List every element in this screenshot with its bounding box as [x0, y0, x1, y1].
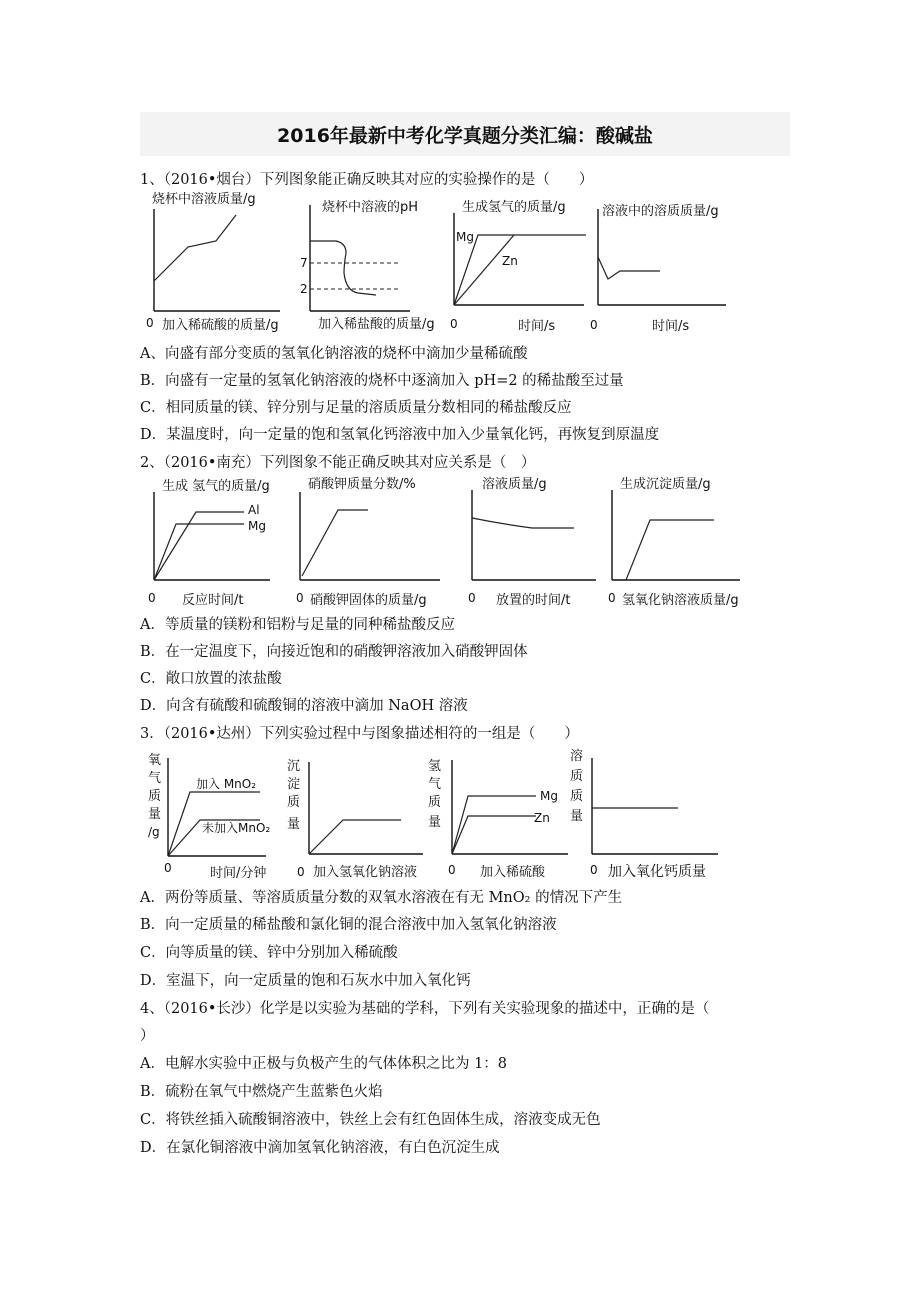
- q1d-ylabel: 溶液中的溶质质量/g: [602, 204, 719, 219]
- q3a-label-mno2: 加入 MnO₂: [196, 777, 257, 791]
- q3c-ylabel-0: 氢: [428, 759, 442, 774]
- q2-option-b: B．在一定温度下，向接近饱和的硝酸钾溶液加入硝酸钾固体: [140, 644, 528, 660]
- q2-option-d: D．向含有硫酸和硫酸铜的溶液中滴加 NaOH 溶液: [140, 698, 468, 714]
- q1-option-b: B．向盛有一定量的氢氧化钠溶液的烧杯中逐滴加入 pH=2 的稀盐酸至过量: [140, 373, 624, 389]
- q3b-origin: 0: [297, 865, 305, 879]
- q3c-ylabel-2: 质: [428, 795, 442, 810]
- q3a-ylabel-4: /g: [148, 825, 160, 839]
- q1-graph-b: [300, 195, 450, 340]
- q2a-label-al: Al: [248, 503, 260, 517]
- q1c-xlabel: 时间/s: [518, 319, 556, 334]
- q1b-tick-2: 2: [300, 282, 308, 296]
- q3d-ylabel-0: 溶: [570, 749, 584, 764]
- q2d-origin: 0: [608, 591, 616, 605]
- q3-graph-a: [140, 748, 290, 886]
- q3a-ylabel-2: 质: [148, 789, 162, 804]
- q3a-ylabel-1: 气: [148, 771, 162, 786]
- q3b-ylabel-2: 质: [287, 795, 301, 810]
- q4-option-a: A．电解水实验中正极与负极产生的气体体积之比为 1：8: [140, 1056, 508, 1072]
- q2c-xlabel: 放置的时间/t: [496, 593, 571, 608]
- q3a-xlabel: 时间/分钟: [210, 866, 267, 881]
- q2-graph-a: [140, 472, 295, 612]
- q2c-ylabel: 溶液质量/g: [482, 477, 547, 492]
- q4-option-d: D．在氯化铜溶液中滴加氢氧化钠溶液，有白色沉淀生成: [140, 1140, 500, 1156]
- q2d-xlabel: 氢氧化钠溶液质量/g: [622, 593, 739, 608]
- q3c-label-mg: Mg: [540, 789, 558, 803]
- q1b-tick-7: 7: [300, 256, 308, 270]
- q1d-origin: 0: [590, 318, 598, 332]
- q3-graph-b: [285, 750, 435, 886]
- q3c-xlabel: 加入稀硫酸: [480, 865, 546, 880]
- q3c-ylabel-1: 气: [428, 777, 442, 792]
- q1-option-d: D．某温度时，向一定量的饱和氢氧化钙溶液中加入少量氧化钙，再恢复到原温度: [140, 427, 660, 443]
- q1-graph-a: [140, 185, 290, 335]
- q4-option-b: B．硫粉在氧气中燃烧产生蓝紫色火焰: [140, 1084, 383, 1100]
- q1a-ylabel: 烧杯中溶液质量/g: [152, 192, 256, 207]
- q3d-origin: 0: [590, 863, 598, 877]
- q3b-ylabel-0: 沉: [287, 759, 301, 774]
- question-2-stem: 2、（2016•南充）下列图象不能正确反映其对应关系是（ ）: [140, 455, 536, 471]
- q1-graph-d: [590, 195, 740, 338]
- q2c-origin: 0: [468, 591, 476, 605]
- q3-graph-c: [428, 750, 583, 884]
- q3a-ylabel-0: 氧: [148, 753, 162, 768]
- q2b-xlabel: 硝酸钾固体的质量/g: [310, 593, 427, 608]
- q3c-ylabel-3: 量: [428, 815, 442, 830]
- q1b-xlabel: 加入稀盐酸的质量/g: [318, 317, 435, 332]
- q1d-xlabel: 时间/s: [652, 319, 690, 334]
- q3a-ylabel-3: 量: [148, 807, 162, 822]
- page-title: 2016年最新中考化学真题分类汇编：酸碱盐: [140, 112, 790, 156]
- q1-graph-c: [448, 193, 593, 338]
- q2a-ylabel: 生成 氢气的质量/g: [162, 479, 270, 494]
- question-4-stem: 4、（2016•长沙）化学是以实验为基础的学科，下列有关实验现象的描述中，正确的是（: [140, 1001, 710, 1017]
- q3-option-d: D．室温下，向一定质量的饱和石灰水中加入氧化钙: [140, 973, 471, 989]
- q3a-label-no-mno2: 未加入MnO₂: [202, 821, 271, 835]
- q2a-origin: 0: [148, 591, 156, 605]
- q2-option-a: A．等质量的镁粉和铝粉与足量的同种稀盐酸反应: [140, 617, 455, 633]
- q3b-xlabel: 加入氢氧化钠溶液: [313, 865, 418, 880]
- q3d-ylabel-1: 质: [570, 769, 584, 784]
- q3d-ylabel-3: 量: [570, 809, 584, 824]
- q3a-origin: 0: [164, 861, 172, 875]
- question-1-stem: 1、（2016•烟台）下列图象能正确反映其对应的实验操作的是（ ）: [140, 172, 594, 188]
- q2b-ylabel: 硝酸钾质量分数/%: [308, 477, 416, 492]
- q3c-label-zn: Zn: [534, 811, 550, 825]
- q2-graph-c: [462, 472, 612, 612]
- q1c-label-mg: Mg: [456, 230, 474, 244]
- q2d-ylabel: 生成沉淀质量/g: [620, 477, 711, 492]
- q3-graph-d: [568, 744, 738, 884]
- q3b-ylabel-1: 淀: [287, 777, 301, 792]
- q2a-label-mg: Mg: [248, 519, 266, 533]
- question-3-stem: 3．（2016•达州）下列实验过程中与图象描述相符的一组是（ ）: [140, 726, 579, 742]
- q3d-xlabel: 加入氧化钙质量: [608, 864, 706, 880]
- q3b-ylabel-3: 量: [287, 817, 301, 832]
- q3-option-c: C．向等质量的镁、锌中分别加入稀硫酸: [140, 945, 398, 961]
- q2-graph-b: [290, 472, 455, 612]
- q3-option-a: A．两份等质量、等溶质质量分数的双氧水溶液在有无 MnO₂ 的情况下产生: [140, 890, 623, 906]
- q1b-ylabel: 烧杯中溶液的pH: [322, 200, 419, 215]
- q3-option-b: B．向一定质量的稀盐酸和氯化铜的混合溶液中加入氢氧化钠溶液: [140, 917, 557, 933]
- q3d-ylabel-2: 质: [570, 789, 584, 804]
- q2a-xlabel: 反应时间/t: [182, 593, 244, 608]
- q1-option-c: C．相同质量的镁、锌分别与足量的溶质质量分数相同的稀盐酸反应: [140, 400, 572, 416]
- q4-option-c: C．将铁丝插入硫酸铜溶液中，铁丝上会有红色固体生成，溶液变成无色: [140, 1112, 601, 1128]
- q2-option-c: C．敞口放置的浓盐酸: [140, 671, 282, 687]
- q1a-xlabel: 加入稀硫酸的质量/g: [162, 318, 279, 333]
- q3c-origin: 0: [448, 863, 456, 877]
- q2b-origin: 0: [296, 591, 304, 605]
- q1-option-a: A、向盛有部分变质的氢氧化钠溶液的烧杯中滴加少量稀硫酸: [140, 346, 528, 362]
- q2-graph-d: [604, 472, 764, 612]
- question-4-stem-cont: ）: [140, 1028, 155, 1044]
- q1c-origin: 0: [450, 317, 458, 331]
- q1c-label-zn: Zn: [502, 254, 518, 268]
- q1c-ylabel: 生成氢气的质量/g: [462, 200, 566, 215]
- q1a-origin: 0: [146, 316, 154, 330]
